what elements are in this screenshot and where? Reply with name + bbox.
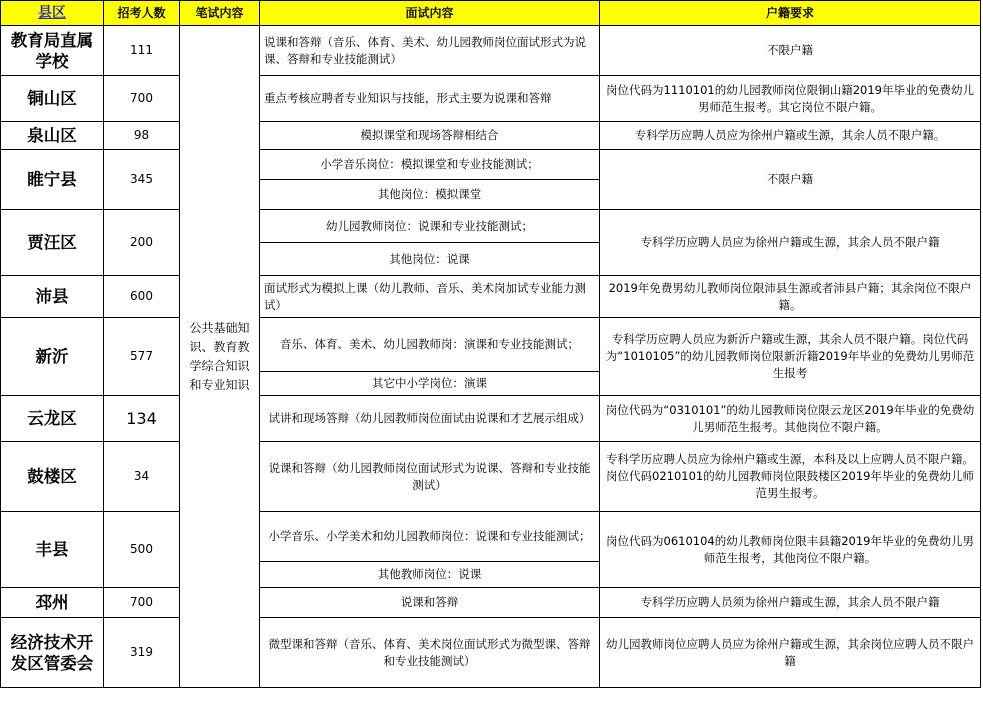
district-cell: 云龙区 bbox=[1, 396, 104, 442]
interview-cell: 重点考核应聘者专业知识与技能，形式主要为说课和答辩 bbox=[260, 76, 600, 122]
table-row bbox=[1, 122, 981, 150]
interview-cell: 说课和答辩 bbox=[260, 588, 600, 618]
count-cell: 500 bbox=[104, 512, 180, 588]
count-cell: 200 bbox=[104, 210, 180, 276]
interview-cell: 小学音乐岗位：模拟课堂和专业技能测试； bbox=[260, 150, 600, 180]
table-row bbox=[1, 588, 981, 618]
interview-cell: 试讲和现场答辩（幼儿园教师岗位面试由说课和才艺展示组成） bbox=[260, 396, 600, 442]
hukou-cell: 专科学历应聘人员须为徐州户籍或生源，其余人员不限户籍 bbox=[600, 588, 981, 618]
district-cell: 邳州 bbox=[1, 588, 104, 618]
district-cell: 教育局直属学校 bbox=[1, 26, 104, 76]
hukou-cell: 专科学历应聘人员应为徐州户籍或生源，本科及以上应聘人员不限户籍。岗位代码0210101的幼儿园教师岗位限鼓楼区2019年毕业的免费幼儿师范男生报考。 bbox=[600, 442, 981, 512]
interview-cell: 说课和答辩（幼儿园教师岗位面试形式为说课、答辩和专业技能测试） bbox=[260, 442, 600, 512]
header-row bbox=[1, 1, 981, 26]
hukou-cell: 专科学历应聘人员应为新沂户籍或生源，其余人员不限户籍。岗位代码为“1010105”的幼儿园教师岗位限新沂籍2019年毕业的免费幼儿男师范生报考 bbox=[600, 318, 981, 396]
interview-cell: 其它中小学岗位：演课 bbox=[260, 372, 600, 396]
interview-cell: 微型课和答辩（音乐、体育、美术岗位面试形式为微型课、答辩和专业技能测试） bbox=[260, 618, 600, 688]
district-cell: 泉山区 bbox=[1, 122, 104, 150]
interview-cell: 其他岗位：说课 bbox=[260, 243, 600, 276]
table-row bbox=[1, 442, 981, 512]
district-cell: 丰县 bbox=[1, 512, 104, 588]
written-content-cell: 公共基础知识、教育教学综合知识和专业知识 bbox=[180, 26, 260, 688]
interview-cell: 音乐、体育、美术、幼儿园教师岗：演课和专业技能测试； bbox=[260, 318, 600, 372]
hukou-cell: 岗位代码为0610104的幼儿教师岗位限丰县籍2019年毕业的免费幼儿男师范生报考，其他岗位不限户籍。 bbox=[600, 512, 981, 588]
table-row bbox=[1, 276, 981, 318]
hukou-cell: 岗位代码为“0310101”的幼儿园教师岗位限云龙区2019年毕业的免费幼儿男师范生报考。其他岗位不限户籍。 bbox=[600, 396, 981, 442]
count-cell: 111 bbox=[104, 26, 180, 76]
count-cell: 700 bbox=[104, 588, 180, 618]
table-row bbox=[1, 512, 981, 562]
district-cell: 睢宁县 bbox=[1, 150, 104, 210]
header-hukou: 户籍要求 bbox=[600, 1, 981, 26]
hukou-cell: 专科学历应聘人员应为徐州户籍或生源，其余人员不限户籍。 bbox=[600, 122, 981, 150]
district-cell: 贾汪区 bbox=[1, 210, 104, 276]
table-row bbox=[1, 150, 981, 180]
interview-cell: 其他岗位：模拟课堂 bbox=[260, 180, 600, 210]
count-cell: 577 bbox=[104, 318, 180, 396]
count-cell: 134 bbox=[104, 396, 180, 442]
interview-cell: 其他教师岗位：说课 bbox=[260, 562, 600, 588]
table-row bbox=[1, 26, 981, 76]
hukou-cell: 岗位代码为1110101的幼儿园教师岗位限铜山籍2019年毕业的免费幼儿男师范生报考。其它岗位不限户籍。 bbox=[600, 76, 981, 122]
count-cell: 34 bbox=[104, 442, 180, 512]
table-row bbox=[1, 76, 981, 122]
table-row bbox=[1, 318, 981, 372]
header-written: 笔试内容 bbox=[180, 1, 260, 26]
count-cell: 345 bbox=[104, 150, 180, 210]
district-cell: 铜山区 bbox=[1, 76, 104, 122]
hukou-cell: 不限户籍 bbox=[600, 26, 981, 76]
count-cell: 319 bbox=[104, 618, 180, 688]
table-row bbox=[1, 210, 981, 243]
hukou-cell: 不限户籍 bbox=[600, 150, 981, 210]
table-row bbox=[1, 618, 981, 688]
count-cell: 600 bbox=[104, 276, 180, 318]
count-cell: 98 bbox=[104, 122, 180, 150]
table-row bbox=[1, 396, 981, 442]
district-cell: 鼓楼区 bbox=[1, 442, 104, 512]
interview-cell: 小学音乐、小学美术和幼儿园教师岗位：说课和专业技能测试； bbox=[260, 512, 600, 562]
interview-cell: 模拟课堂和现场答辩相结合 bbox=[260, 122, 600, 150]
hukou-cell: 幼儿园教师岗位应聘人员应为徐州户籍或生源，其余岗位应聘人员不限户籍 bbox=[600, 618, 981, 688]
header-recruits: 招考人数 bbox=[104, 1, 180, 26]
header-interview: 面试内容 bbox=[260, 1, 600, 26]
interview-cell: 说课和答辩（音乐、体育、美术、幼儿园教师岗位面试形式为说课、答辩和专业技能测试） bbox=[260, 26, 600, 76]
district-cell: 沛县 bbox=[1, 276, 104, 318]
district-cell: 经济技术开发区管委会 bbox=[1, 618, 104, 688]
count-cell: 700 bbox=[104, 76, 180, 122]
district-cell: 新沂 bbox=[1, 318, 104, 396]
header-district: 县区 bbox=[1, 1, 104, 26]
hukou-cell: 2019年免费男幼儿教师岗位限沛县生源或者沛县户籍；其余岗位不限户籍。 bbox=[600, 276, 981, 318]
interview-cell: 面试形式为模拟上课（幼儿教师、音乐、美术岗加试专业能力测试） bbox=[260, 276, 600, 318]
hukou-cell: 专科学历应聘人员应为徐州户籍或生源，其余人员不限户籍 bbox=[600, 210, 981, 276]
interview-cell: 幼儿园教师岗位：说课和专业技能测试； bbox=[260, 210, 600, 243]
